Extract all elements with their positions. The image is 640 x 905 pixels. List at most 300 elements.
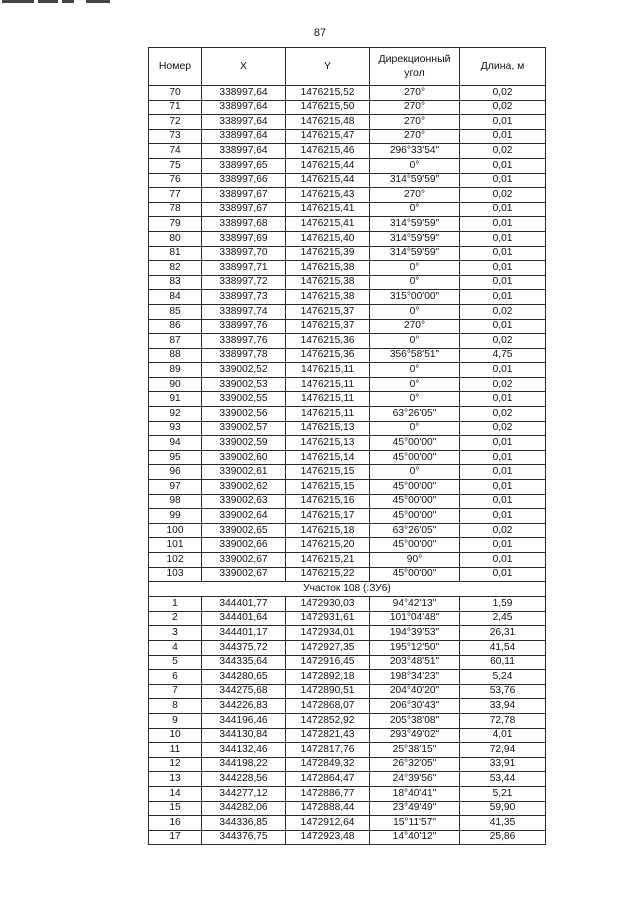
cell-y: 1472923,48: [286, 830, 370, 845]
cell-number: 86: [149, 319, 202, 334]
cell-direction-angle: 0°: [370, 377, 460, 392]
cell-direction-angle: 45°00'00": [370, 509, 460, 524]
header-direction-angle: Дирекционный угол: [370, 48, 460, 86]
cell-direction-angle: 270°: [370, 100, 460, 115]
cell-x: 344132,46: [202, 743, 286, 758]
cell-direction-angle: 270°: [370, 319, 460, 334]
cell-x: 339002,62: [202, 480, 286, 495]
cell-x: 344277,12: [202, 786, 286, 801]
cell-number: 78: [149, 202, 202, 217]
cell-direction-angle: 194°39'53": [370, 626, 460, 641]
cell-y: 1472868,07: [286, 699, 370, 714]
cell-x: 339002,53: [202, 377, 286, 392]
cell-number: 96: [149, 465, 202, 480]
cell-y: 1472916,45: [286, 655, 370, 670]
cell-x: 344282,06: [202, 801, 286, 816]
table-row: [149, 494, 546, 509]
cell-x: 344198,22: [202, 757, 286, 772]
cell-length: 0,01: [460, 275, 546, 290]
table-row: [149, 334, 546, 349]
cell-y: 1476215,37: [286, 304, 370, 319]
cell-x: 339002,65: [202, 523, 286, 538]
cell-number: 9: [149, 713, 202, 728]
cell-number: 71: [149, 100, 202, 115]
cell-number: 85: [149, 304, 202, 319]
cell-direction-angle: 0°: [370, 363, 460, 378]
cell-x: 339002,67: [202, 567, 286, 582]
cell-length: 0,01: [460, 392, 546, 407]
cell-length: 0,01: [460, 363, 546, 378]
cell-length: 0,01: [460, 494, 546, 509]
cell-number: 98: [149, 494, 202, 509]
cell-y: 1476215,22: [286, 567, 370, 582]
cell-number: 76: [149, 173, 202, 188]
table-row: [149, 465, 546, 480]
cell-x: 338997,68: [202, 217, 286, 232]
cell-x: 338997,64: [202, 144, 286, 159]
cell-y: 1472821,43: [286, 728, 370, 743]
cell-number: 82: [149, 261, 202, 276]
cell-direction-angle: 270°: [370, 115, 460, 130]
section-title-row: [149, 582, 546, 597]
table-row: [149, 231, 546, 246]
table-row: [149, 670, 546, 685]
cell-number: 102: [149, 553, 202, 568]
cell-y: 1476215,44: [286, 173, 370, 188]
cell-x: 339002,67: [202, 553, 286, 568]
cell-y: 1472864,47: [286, 772, 370, 787]
cell-x: 344401,17: [202, 626, 286, 641]
cell-length: 0,02: [460, 86, 546, 101]
cell-x: 344280,65: [202, 670, 286, 685]
cell-length: 41,35: [460, 816, 546, 831]
cell-direction-angle: 203°48'51": [370, 655, 460, 670]
cell-number: 2: [149, 611, 202, 626]
cell-x: 338997,67: [202, 202, 286, 217]
cell-length: 0,02: [460, 188, 546, 203]
header-length: Длина, м: [460, 48, 546, 86]
cell-x: 339002,63: [202, 494, 286, 509]
cell-length: 0,01: [460, 261, 546, 276]
cell-x: 338997,64: [202, 129, 286, 144]
cell-direction-angle: 45°00'00": [370, 450, 460, 465]
cell-direction-angle: 0°: [370, 275, 460, 290]
cell-x: 344226,83: [202, 699, 286, 714]
cell-y: 1476215,41: [286, 217, 370, 232]
cell-length: 0,02: [460, 523, 546, 538]
table-row: [149, 319, 546, 334]
table-row: [149, 684, 546, 699]
table-row: [149, 158, 546, 173]
cell-direction-angle: 195°12'50": [370, 640, 460, 655]
cell-y: 1476215,13: [286, 436, 370, 451]
table-row: [149, 772, 546, 787]
cell-direction-angle: 45°00'00": [370, 436, 460, 451]
cell-y: 1476215,15: [286, 465, 370, 480]
table-row: [149, 421, 546, 436]
cell-number: 92: [149, 407, 202, 422]
cell-y: 1472888,44: [286, 801, 370, 816]
cell-x: 339002,61: [202, 465, 286, 480]
cell-y: 1476215,14: [286, 450, 370, 465]
cell-number: 70: [149, 86, 202, 101]
cell-direction-angle: 270°: [370, 86, 460, 101]
table-row: [149, 757, 546, 772]
cell-y: 1472934,01: [286, 626, 370, 641]
table-row: [149, 377, 546, 392]
cell-x: 344196,46: [202, 713, 286, 728]
cell-direction-angle: 101°04'48": [370, 611, 460, 626]
cell-x: 339002,55: [202, 392, 286, 407]
cell-x: 344130,84: [202, 728, 286, 743]
cell-y: 1476215,13: [286, 421, 370, 436]
cell-x: 338997,64: [202, 115, 286, 130]
table-row: [149, 743, 546, 758]
cell-y: 1476215,11: [286, 407, 370, 422]
cell-length: 59,90: [460, 801, 546, 816]
cell-x: 338997,72: [202, 275, 286, 290]
cell-y: 1476215,47: [286, 129, 370, 144]
cell-number: 13: [149, 772, 202, 787]
cell-direction-angle: 270°: [370, 129, 460, 144]
table-row: [149, 699, 546, 714]
cell-direction-angle: 270°: [370, 188, 460, 203]
cell-direction-angle: 356°58'51": [370, 348, 460, 363]
cell-direction-angle: 0°: [370, 465, 460, 480]
cell-direction-angle: 45°00'00": [370, 494, 460, 509]
cell-x: 338997,76: [202, 334, 286, 349]
cell-number: 1: [149, 597, 202, 612]
cell-number: 83: [149, 275, 202, 290]
cell-length: 25,86: [460, 830, 546, 845]
cell-x: 344401,64: [202, 611, 286, 626]
cell-length: 72,94: [460, 743, 546, 758]
cell-direction-angle: 0°: [370, 392, 460, 407]
cell-length: 0,01: [460, 509, 546, 524]
cell-y: 1476215,48: [286, 115, 370, 130]
cell-number: 91: [149, 392, 202, 407]
cell-x: 344336,85: [202, 816, 286, 831]
cell-y: 1472886,77: [286, 786, 370, 801]
cell-y: 1472849,32: [286, 757, 370, 772]
cell-direction-angle: 25°38'15": [370, 743, 460, 758]
cell-length: 60,11: [460, 655, 546, 670]
table-row: [149, 567, 546, 582]
cell-y: 1472927,35: [286, 640, 370, 655]
cell-number: 80: [149, 231, 202, 246]
cell-direction-angle: 315°00'00": [370, 290, 460, 305]
table-row: [149, 830, 546, 845]
cell-x: 339002,52: [202, 363, 286, 378]
cell-length: 0,02: [460, 421, 546, 436]
table-row: [149, 100, 546, 115]
cell-direction-angle: 15°11'57": [370, 816, 460, 831]
cell-direction-angle: 206°30'43": [370, 699, 460, 714]
table-row: [149, 611, 546, 626]
cell-number: 103: [149, 567, 202, 582]
cell-number: 99: [149, 509, 202, 524]
cell-x: 339002,56: [202, 407, 286, 422]
cell-y: 1476215,41: [286, 202, 370, 217]
cell-y: 1476215,11: [286, 377, 370, 392]
table-row: [149, 217, 546, 232]
cell-direction-angle: 314°59'59": [370, 173, 460, 188]
cell-number: 6: [149, 670, 202, 685]
cell-direction-angle: 204°40'20": [370, 684, 460, 699]
cell-x: 338997,65: [202, 158, 286, 173]
cell-length: 26,31: [460, 626, 546, 641]
cell-y: 1476215,15: [286, 480, 370, 495]
cell-number: 72: [149, 115, 202, 130]
table-row: [149, 348, 546, 363]
cell-direction-angle: 45°00'00": [370, 567, 460, 582]
cell-number: 11: [149, 743, 202, 758]
cell-number: 88: [149, 348, 202, 363]
table-row: [149, 275, 546, 290]
cell-direction-angle: 18°40'41": [370, 786, 460, 801]
cell-x: 338997,64: [202, 86, 286, 101]
cell-length: 0,01: [460, 231, 546, 246]
cell-length: 0,02: [460, 144, 546, 159]
table-row: [149, 202, 546, 217]
table-row: [149, 436, 546, 451]
cell-y: 1472912,64: [286, 816, 370, 831]
cell-length: 0,02: [460, 377, 546, 392]
cell-length: 0,01: [460, 480, 546, 495]
cell-number: 12: [149, 757, 202, 772]
cell-x: 338997,78: [202, 348, 286, 363]
cell-direction-angle: 94°42'13": [370, 597, 460, 612]
cell-x: 344335,64: [202, 655, 286, 670]
table-row: [149, 290, 546, 305]
cell-x: 339002,57: [202, 421, 286, 436]
cell-number: 3: [149, 626, 202, 641]
cell-length: 0,01: [460, 450, 546, 465]
cell-length: 0,01: [460, 436, 546, 451]
cell-number: 75: [149, 158, 202, 173]
cell-y: 1476215,11: [286, 363, 370, 378]
cell-length: 5,21: [460, 786, 546, 801]
cell-number: 89: [149, 363, 202, 378]
cell-number: 16: [149, 816, 202, 831]
cell-x: 338997,69: [202, 231, 286, 246]
cell-length: 0,01: [460, 115, 546, 130]
cell-length: 33,94: [460, 699, 546, 714]
cell-y: 1476215,37: [286, 319, 370, 334]
cell-direction-angle: 293°49'02": [370, 728, 460, 743]
cell-length: 4,01: [460, 728, 546, 743]
cell-number: 8: [149, 699, 202, 714]
table-row: [149, 86, 546, 101]
cell-x: 344228,56: [202, 772, 286, 787]
cell-x: 339002,64: [202, 509, 286, 524]
cell-number: 100: [149, 523, 202, 538]
table-row: [149, 115, 546, 130]
cell-direction-angle: 0°: [370, 304, 460, 319]
table-row: [149, 626, 546, 641]
cell-direction-angle: 0°: [370, 334, 460, 349]
cell-direction-angle: 23°49'49": [370, 801, 460, 816]
cell-direction-angle: 314°59'59": [370, 217, 460, 232]
cell-x: 344376,75: [202, 830, 286, 845]
cell-length: 0,01: [460, 567, 546, 582]
cell-length: 0,01: [460, 217, 546, 232]
table-row: [149, 407, 546, 422]
table-row: [149, 801, 546, 816]
cell-direction-angle: 205°38'08": [370, 713, 460, 728]
cell-length: 0,01: [460, 465, 546, 480]
cell-x: 338997,76: [202, 319, 286, 334]
cell-direction-angle: 198°34'23": [370, 670, 460, 685]
cell-y: 1476215,52: [286, 86, 370, 101]
table-row: [149, 816, 546, 831]
cell-x: 338997,70: [202, 246, 286, 261]
cell-y: 1476215,36: [286, 334, 370, 349]
cell-length: 1,59: [460, 597, 546, 612]
cell-number: 14: [149, 786, 202, 801]
cell-y: 1476215,11: [286, 392, 370, 407]
cell-x: 338997,67: [202, 188, 286, 203]
table-row: [149, 188, 546, 203]
cell-y: 1476215,18: [286, 523, 370, 538]
cell-direction-angle: 0°: [370, 158, 460, 173]
cell-direction-angle: 63°26'05": [370, 523, 460, 538]
cell-x: 344275,68: [202, 684, 286, 699]
cell-x: 338997,73: [202, 290, 286, 305]
table-row: [149, 538, 546, 553]
cell-y: 1476215,38: [286, 290, 370, 305]
cell-number: 90: [149, 377, 202, 392]
cell-direction-angle: 45°00'00": [370, 480, 460, 495]
cell-number: 93: [149, 421, 202, 436]
cell-x: 338997,66: [202, 173, 286, 188]
cell-direction-angle: 63°26'05": [370, 407, 460, 422]
cell-y: 1476215,21: [286, 553, 370, 568]
table-row: [149, 640, 546, 655]
cell-length: 0,01: [460, 173, 546, 188]
cell-y: 1472892,18: [286, 670, 370, 685]
table-row: [149, 261, 546, 276]
cell-number: 87: [149, 334, 202, 349]
scan-mark: [0, 0, 112, 6]
cell-y: 1476215,16: [286, 494, 370, 509]
cell-length: 0,02: [460, 304, 546, 319]
cell-y: 1476215,20: [286, 538, 370, 553]
cell-length: 5,24: [460, 670, 546, 685]
cell-length: 0,01: [460, 553, 546, 568]
cell-length: 33,91: [460, 757, 546, 772]
cell-number: 7: [149, 684, 202, 699]
table-row: [149, 480, 546, 495]
cell-direction-angle: 45°00'00": [370, 538, 460, 553]
cell-direction-angle: 26°32'05": [370, 757, 460, 772]
cell-direction-angle: 296°33'54": [370, 144, 460, 159]
cell-length: 53,76: [460, 684, 546, 699]
cell-x: 344375,72: [202, 640, 286, 655]
table-row: [149, 392, 546, 407]
cell-length: 72,78: [460, 713, 546, 728]
cell-length: 53,44: [460, 772, 546, 787]
cell-number: 79: [149, 217, 202, 232]
cell-direction-angle: 24°39'56": [370, 772, 460, 787]
cell-length: 4,75: [460, 348, 546, 363]
cell-number: 81: [149, 246, 202, 261]
cell-y: 1472890,51: [286, 684, 370, 699]
table-row: [149, 786, 546, 801]
cell-direction-angle: 0°: [370, 261, 460, 276]
table-row: [149, 450, 546, 465]
cell-number: 97: [149, 480, 202, 495]
coordinates-table: [148, 47, 546, 845]
cell-y: 1472931,61: [286, 611, 370, 626]
cell-number: 77: [149, 188, 202, 203]
cell-length: 2,45: [460, 611, 546, 626]
table-row: [149, 509, 546, 524]
cell-y: 1476215,39: [286, 246, 370, 261]
table-row: [149, 523, 546, 538]
cell-direction-angle: 0°: [370, 421, 460, 436]
cell-number: 101: [149, 538, 202, 553]
cell-number: 17: [149, 830, 202, 845]
table-header-row: [149, 48, 546, 86]
cell-direction-angle: 90°: [370, 553, 460, 568]
cell-y: 1476215,38: [286, 275, 370, 290]
cell-number: 73: [149, 129, 202, 144]
table-row: [149, 363, 546, 378]
cell-length: 0,01: [460, 158, 546, 173]
cell-x: 338997,71: [202, 261, 286, 276]
header-number: Номер: [149, 48, 202, 86]
cell-y: 1476215,44: [286, 158, 370, 173]
cell-number: 94: [149, 436, 202, 451]
cell-length: 0,01: [460, 538, 546, 553]
table-row: [149, 144, 546, 159]
cell-length: 0,02: [460, 334, 546, 349]
table-body: [149, 86, 546, 845]
cell-length: 0,02: [460, 407, 546, 422]
cell-y: 1476215,36: [286, 348, 370, 363]
table-row: [149, 655, 546, 670]
table-row: [149, 713, 546, 728]
cell-y: 1476215,46: [286, 144, 370, 159]
cell-number: 74: [149, 144, 202, 159]
header-x: X: [202, 48, 286, 86]
table-row: [149, 173, 546, 188]
cell-y: 1476215,17: [286, 509, 370, 524]
table-row: [149, 597, 546, 612]
cell-x: 339002,59: [202, 436, 286, 451]
cell-x: 344401,77: [202, 597, 286, 612]
cell-direction-angle: 314°59'59": [370, 246, 460, 261]
cell-length: 0,02: [460, 100, 546, 115]
cell-direction-angle: 314°59'59": [370, 231, 460, 246]
cell-y: 1476215,38: [286, 261, 370, 276]
cell-number: 15: [149, 801, 202, 816]
cell-y: 1476215,50: [286, 100, 370, 115]
cell-y: 1472852,92: [286, 713, 370, 728]
cell-y: 1472930,03: [286, 597, 370, 612]
cell-direction-angle: 0°: [370, 202, 460, 217]
cell-number: 5: [149, 655, 202, 670]
cell-x: 338997,64: [202, 100, 286, 115]
cell-direction-angle: 14°40'12": [370, 830, 460, 845]
table-row: [149, 728, 546, 743]
cell-number: 95: [149, 450, 202, 465]
cell-x: 338997,74: [202, 304, 286, 319]
cell-length: 0,01: [460, 202, 546, 217]
cell-x: 339002,66: [202, 538, 286, 553]
cell-x: 339002,60: [202, 450, 286, 465]
